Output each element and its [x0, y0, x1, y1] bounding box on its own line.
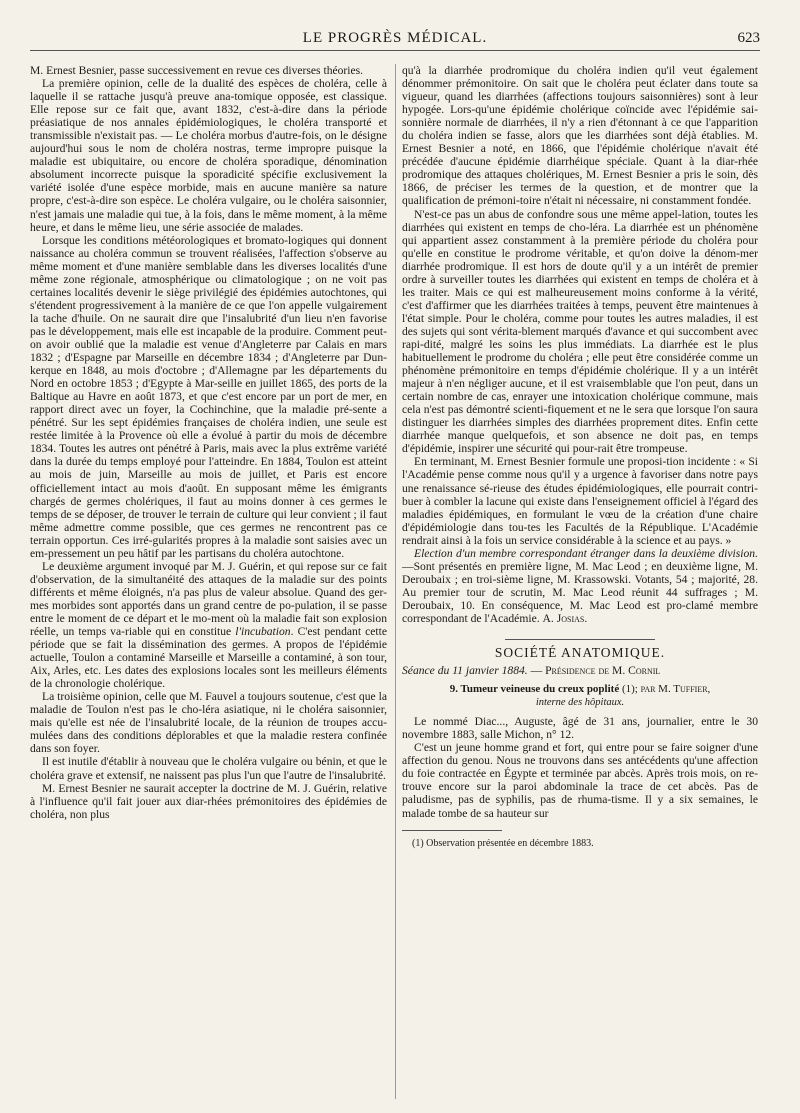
paragraph: M. Ernest Besnier ne saurait accepter la doctrine de M. J. Guérin, relative à l'influence qu'il fait jouer aux diar-rhées prémonitoires des épidémies de choléra, non plus	[30, 781, 387, 821]
text-run: —Sont présentés en première ligne, M. Mac Leod ; en deuxième ligne, M. Deroubaix ; en troi-sième ligne, M. Krassowski. Votants, 54 ; majorité, 28. Au premier tour de scrutin, M. Mac Leod réunit 44 suffrages ; M. Deroubaix, 10. En conséquence, M. Mac Leod est pro-clamé membre correspondant de l'Académie.	[402, 559, 758, 625]
paragraph	[402, 547, 758, 625]
article-author: ; par M. Tuffier,	[634, 683, 711, 696]
article-title: 9. Tumeur veineuse du creux poplité	[449, 683, 620, 696]
paragraph: La première opinion, celle de la dualité des espèces de choléra, celle à laquelle il se rattache jusqu'à preuve ana-tomique opposée, est classique. Elle repose sur ce fait que, avant 1832, c'est-à-dire dans la période préasiatique de nos annales épidémiologiques, le choléra transporté et transmissible n'existait pas. — Le choléra morbus d'autre-fois, on le désigne aujourd'hui sous le nom de choléra nostras, terme impropre puisque la maladie est ubiquitaire, ou encore de choléra sporadique, dénomination absolument incorrecte puisque la sporadicité spécifie exclusivement la variété isolée d'une espèce morbide, mais en aucune manière sa nature propre, c'est-à-dire son espèce. Le choléra vulgaire, ou le choléra saisonnier, n'est jamais une maladie qui tue, à la fois, dans le même moment, à la même heure, et dans le même lieu, une série associée de malades.	[30, 77, 387, 234]
paragraph: Il est inutile d'établir à nouveau que le choléra vulgaire ou bénin, et que le choléra grave et extensif, ne naissent pas plus l'un que l'autre de l'insalubrité.	[30, 755, 387, 782]
right-column	[402, 64, 758, 850]
paragraph: La troisième opinion, celle que M. Fauvel a toujours soutenue, c'est que la maladie de Toulon n'est pas le cho-léra asiatique, ni le choléra saisonnier, mais qu'elle est née de l'insalubrité locale, de la réunion de troupes accu-mulées dans des conditions déplorables et que la maladie restera confinée dans son foyer.	[30, 690, 387, 756]
session-date: 11 janvier 1884.	[452, 664, 528, 678]
section-divider	[505, 639, 655, 640]
italic-heading: Election d'un membre correspondant étranger dans la deuxième division.	[414, 546, 758, 560]
article-title-line	[402, 683, 758, 696]
section-title: SOCIÉTÉ ANATOMIQUE.	[494, 645, 666, 661]
paragraph: N'est-ce pas un abus de confondre sous une même appel-lation, toutes les diarrhées qui existent en temps de cho-léra. La diarrhée est un phénomène qui appartient assez constamment à la première période du choléra pour qu'elle en constitue le prodrome véritable, et qu'on doive la dénom-mer diarrhée prodromique. Il est hors de doute qu'il y a un intérêt de premier ordre à surveiller toutes les diarrhées qui existent en temps de choléra et à les traiter. Mais ce qui est malheureusement moins conforme à la vérité, c'est d'affirmer que les diarrhées traitées à temps, peuvent être maintenues à l'état simple. Pour le choléra, comme pour toutes les autres maladies, il est des sujets qui sont vérita-blement marqués d'avance et qui succombent avec rapi-dité, malgré les soins les plus immédiats. La diarrhée est le plus habituellement le prodrome du choléra ; elle peut être considérée comme un phénomène prémonitoire en temps d'épidémie cholérique. Il y a un intérêt majeur à n'en négliger aucune, et il est vraisemblable que l'on peut, dans un certain nombre de cas, enrayer une intoxication cholérique commune, mais cela n'est pas démontré scienti-fiquement et ne le sera que lorsque l'on saura distinguer les diarrhées simples des diarrhées proprement dites. Enfin cette diarrhée manque quelquefois, et son absence ne doit pas, en temps d'épidémie, inspirer une sécurité qui pour-rait être trompeuse.	[402, 207, 758, 456]
paragraph: qu'à la diarrhée prodromique du choléra indien qu'il veut également dénommer prémonitoire. On sait que le choléra peut éclater dans toute sa vigueur, quand les diarrhées (affections toujours saisonnières) sont à leur hypogée. Lors-qu'une épidémie cholérique coïncide avec l'épidémie sai-sonnière normale de diarrhées, il n'y a rien d'étonnant à ce que l'apparition du choléra indien se fasse, alors que les diarrhées sont déjà établies. M. Ernest Besnier a noté, en 1866, que l'épidémie cholérique n'avait été précédée d'aucune épidémie diarrhéique spéciale. Quant à la diar-rhée prodromique des attaques cholériques, M. Ernest Besnier a pris le soin, dès 1866, de préciser les termes de la question, et de montrer que la qualification de prémoni-toire n'était ni nécessaire, ni constamment fondée.	[402, 64, 758, 208]
paragraph	[30, 560, 387, 690]
signature: A. Josias.	[542, 611, 588, 625]
footnote: (1) Observation présentée en décembre 1883.	[412, 837, 594, 849]
page-number: 623	[737, 30, 760, 46]
page-header	[30, 30, 760, 51]
footnote-divider	[402, 830, 502, 831]
session-line	[402, 664, 758, 677]
paragraph: Le nommé Diac..., Auguste, âgé de 31 ans, journalier, entre le 30 novembre 1883, salle Michon, n° 12.	[402, 715, 758, 742]
italic-term: l'incubation	[235, 625, 291, 639]
paragraph: M. Ernest Besnier, passe successivement en revue ces diverses théories.	[30, 64, 364, 77]
left-column	[30, 64, 387, 821]
paragraph: En terminant, M. Ernest Besnier formule une proposi-tion incidente : « Si l'Académie pense comme nous qu'il y a urgence à favoriser dans notre pays une renaissance sé-rieuse des études épidémiologiques, elle pourrait contri-buer à combler la lacune qui existe dans l'enseignement officiel à l'égard des maladies épidémiques, en formulant le vœu de la création d'une chaire d'épidémiologie dans tou-tes les Facultés de la République. L'Académie rendrait ainsi à la fois un service considérable à la science et au pays. »	[402, 455, 758, 547]
session-president: — Présidence de M. Cornil	[530, 664, 661, 678]
footnote-ref: (1)	[621, 683, 635, 696]
session-label: Séance du	[402, 664, 450, 678]
journal-title: LE PROGRÈS MÉDICAL.	[302, 30, 488, 46]
text-run: Le deuxième argument invoqué par M. J. Guérin, et qui repose sur ce fait d'observation, de la simultanéité des attaques de la maladie sur des points différents et même éloignés, n'a pas plus de valeur absolue. Quand des ger-mes morbides sont apportés dans un grand centre de po-pulation, il se passe entre le moment de ce départ et le mo-ment où la maladie fait son explosion réelle, un temps va-riable qui en constitue	[30, 559, 387, 639]
article-author-title: interne des hôpitaux.	[535, 697, 625, 709]
text-run: . C'est pendant cette période que se fait la dissémination des germes. A propos de l'épidémie actuelle, Toulon a contaminé Marseille et Marseille a contaminé, à son tour, Aix, Arles, etc. Les dates des explosions locales sont les meilleurs éléments de la chronologie cholérique.	[30, 625, 388, 691]
paragraph: Lorsque les conditions météorologiques et bromato-logiques qui donnent naissance au choléra commun se trouvent réalisées, l'affection s'observe au même moment et d'une manière semblable dans les diverses localités d'une même zone régionale, atmosphérique ou climatologique ; on ne voit pas certaines localités devenir le siège privilégié des épidémies autochtones, qui s'étendent progressivement à la manière de ce que l'on appelle vulgairement la tache d'huile. On ne saurait dire que l'insalubrité d'un lieu n'en favorise pas le développement, mais elle est incapable de la produire. Comment peut-on avoir oublié que la maladie est venue d'Angleterre par Calais en mars 1832 ; d'Espagne par Marseille en décembre 1834 ; d'Angleterre par Dun-kerque en 1848, au mois d'octobre ; d'Allemagne par les départements du Nord en octobre 1853 ; d'Egypte à Mar-seille en juillet 1865, des ports de la Baltique au Havre en août 1873, et que c'est encore par un port de mer, en rapport direct avec un foyer, la Cochinchine, que la maladie pré-sente a pénétré. Sur les sept épidémies françaises de choléra indien, une seule est restée limitée à la Provence où elle a évolué à partir du mois de décembre 1834. Toutes les autres ont pénétré à Paris, mais avec la plus extrême variété dans la durée du temps employé pour l'atteindre. En 1884, Toulon est atteint au mois de juin, Marseille au mois de juillet, et Paris est encore officiellement intact au mois d'août. En supposant même les émigrants chargés de germes cholériques, il faut au moins donner à ces germes le temps de se déposer, de trouver le terrain de culture qui leur convient ; il faut même admettre comme possible, que ces germes ne rencontrent pas ce terrain opportun. Ces irré-gularités propres à la maladie sont saisies avec un em-pressement un peu hâtif par les partisans du choléra autochtone.	[30, 233, 387, 560]
paragraph: C'est un jeune homme grand et fort, qui entre pour se faire soigner d'une affection du genou. Nous ne trouvons dans ses antécédents qu'une affection du foie contractée en Égypte et terminée par abcès. Après trois mois, on re-trouve encore sur la paroi abdominale la trace de cet abcès. Pas de paludisme, pas de syphilis, pas de rhuma-tisme. Il y a six semaines, le malade tombe de sa hauteur sur	[402, 741, 758, 820]
